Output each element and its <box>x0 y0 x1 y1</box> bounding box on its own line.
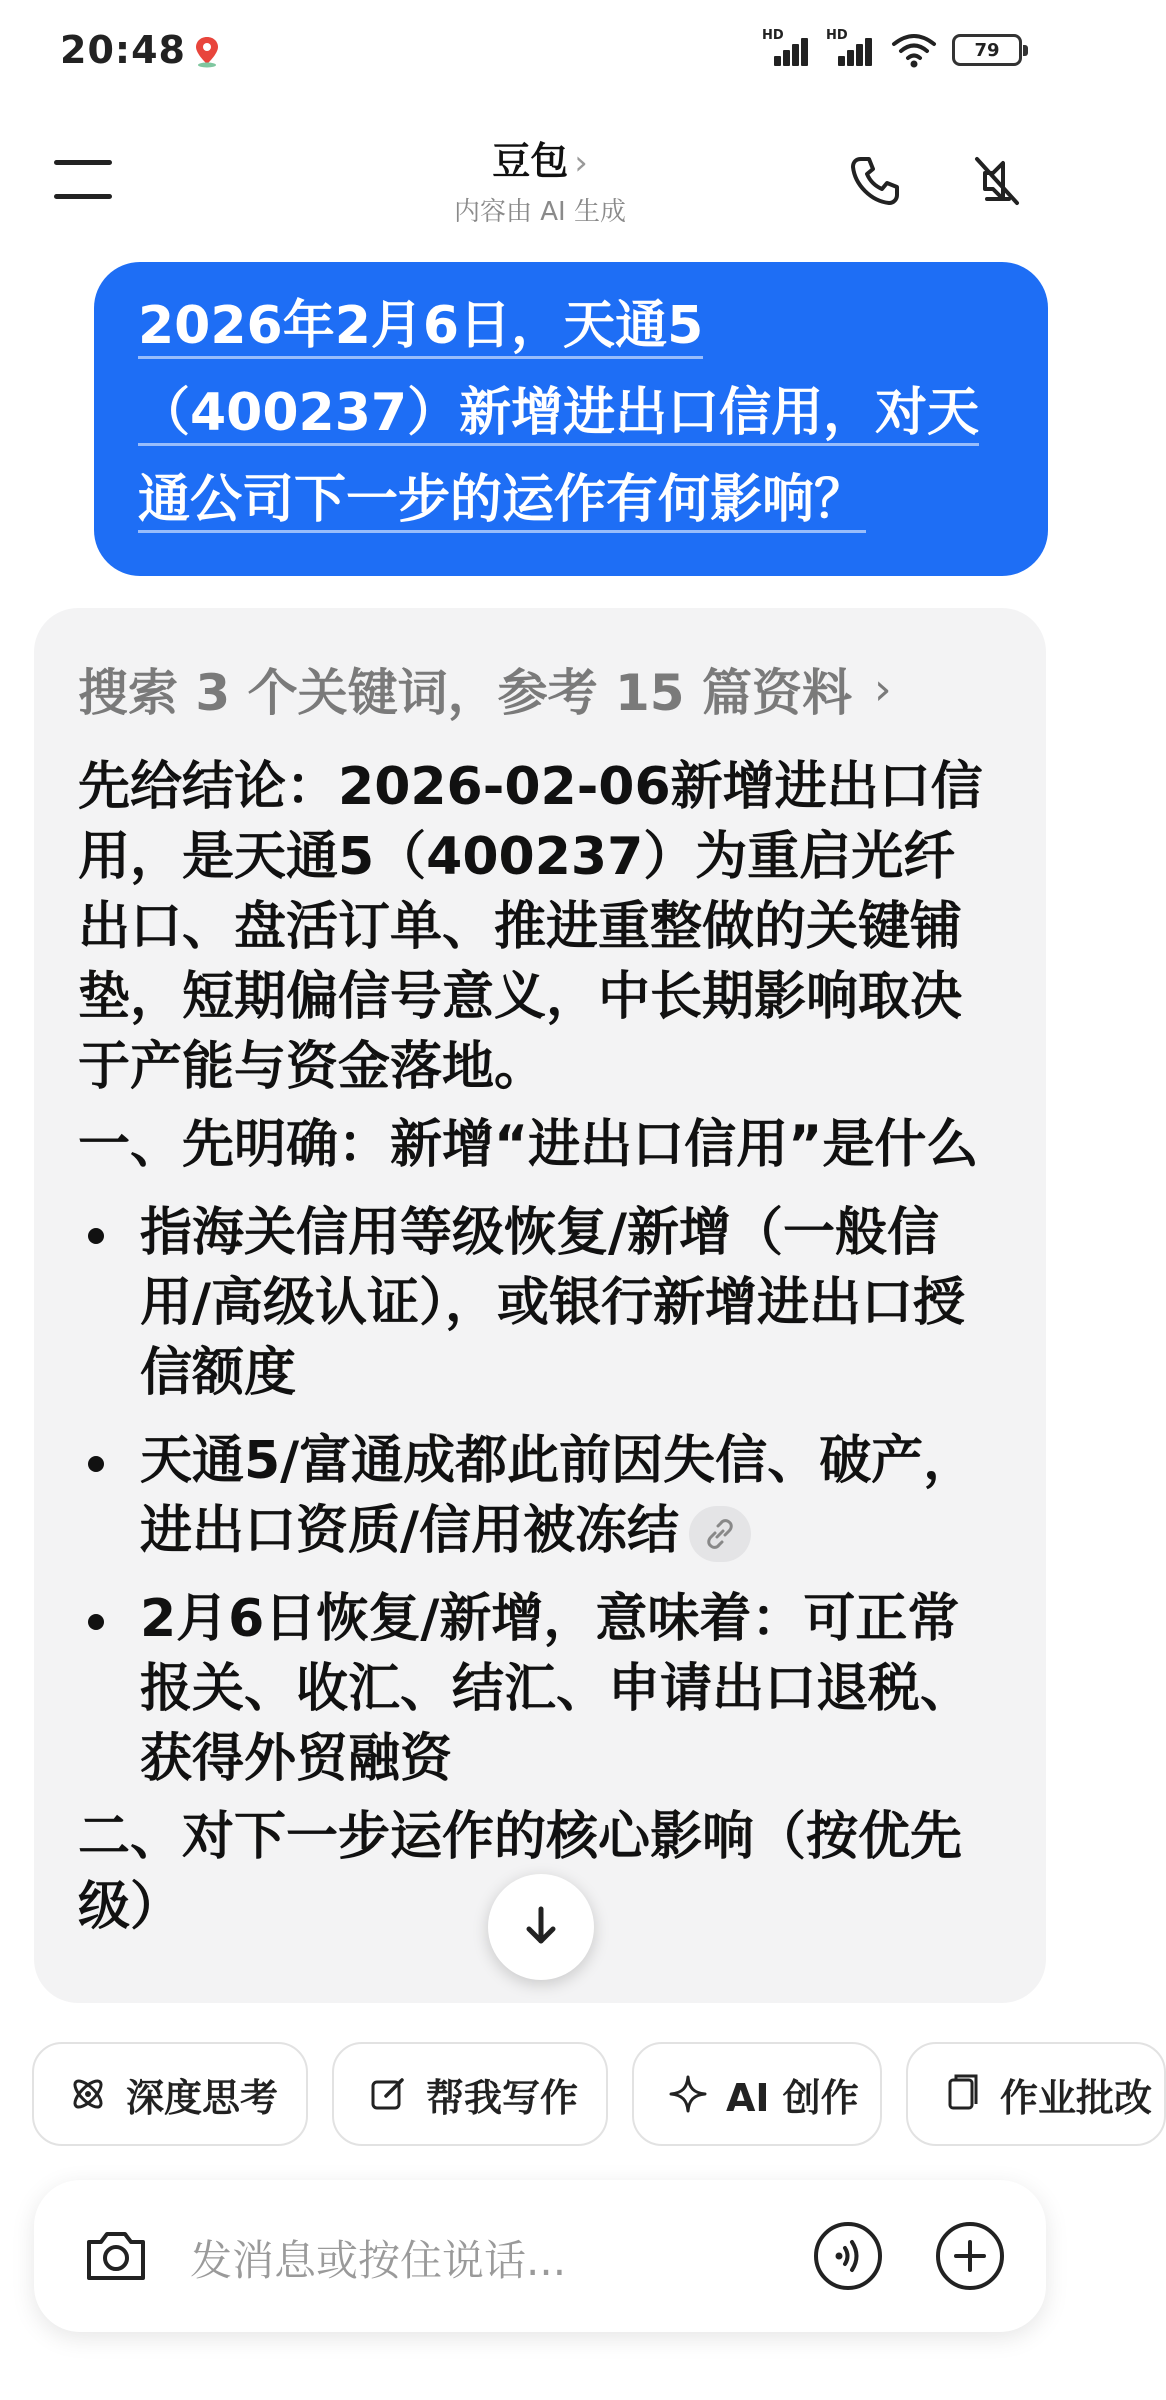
menu-icon[interactable] <box>54 160 112 200</box>
map-pin-icon <box>190 34 224 68</box>
writing-assist-button[interactable] <box>332 2042 608 2146</box>
voice-call-button[interactable] <box>808 2216 888 2296</box>
conclusion-lead: 先给结论： <box>78 757 339 817</box>
add-button[interactable] <box>930 2216 1010 2296</box>
battery-icon: 79 <box>952 34 1022 66</box>
ai-generated-note: 内容由 AI 生成 <box>454 197 626 227</box>
bullet-text: 天通5/富通成都此前因失信、破产，进出口资质/信用被冻结 <box>140 1431 976 1561</box>
chat-header <box>0 100 1080 250</box>
message-input[interactable]: 发消息或按住说话... <box>190 2236 567 2285</box>
deep-think-button[interactable] <box>32 2042 308 2146</box>
speaker-muted-icon <box>969 153 1025 209</box>
edit-icon <box>368 2074 408 2114</box>
ai-response-card <box>34 608 1046 2003</box>
chevron-right-icon: › <box>574 143 588 183</box>
homework-button[interactable] <box>906 2042 1166 2146</box>
bot-name: 豆包 <box>492 139 569 183</box>
bullet-item <box>78 1584 1002 1794</box>
phone-icon <box>847 153 903 209</box>
mute-button[interactable] <box>962 146 1032 216</box>
conclusion-text: 2026-02-06新增进出口信用，是天通5（400237）为重启光纤出口、盘活订单、推进重整做的关键铺垫，短期偏信号意义，中长期影响取决于产能与资金落地。 <box>78 757 983 1097</box>
status-time: 20:48 <box>60 28 186 72</box>
plus-circle-icon <box>934 2220 1006 2292</box>
phone-call-button[interactable] <box>840 146 910 216</box>
bullet-text: 2月6日恢复/新增，意味着：可正常报关、收汇、结汇、申请出口退税、获得外贸融资 <box>140 1589 973 1789</box>
atom-icon <box>68 2074 108 2114</box>
user-message-bubble[interactable] <box>94 262 1048 576</box>
chip-label: 帮我写作 <box>426 2075 579 2120</box>
section-heading: 一、先明确：新增“进出口信用”是什么 <box>78 1115 979 1175</box>
status-icons <box>762 28 1022 72</box>
search-references-link[interactable] <box>78 646 1002 732</box>
voice-wave-icon <box>812 2220 884 2292</box>
scroll-to-bottom-button[interactable] <box>488 1874 594 1980</box>
sparkle-icon <box>668 2074 708 2114</box>
arrow-down-icon <box>517 1903 565 1951</box>
ai-create-button[interactable] <box>632 2042 882 2146</box>
user-message-line: 通公司下一步的运作有何影响？ <box>138 470 866 533</box>
chip-label: 作业批改 <box>1000 2075 1153 2120</box>
bullet-text: 指海关信用等级恢复/新增（一般信用/高级认证），或银行新增进出口授信额度 <box>140 1203 965 1403</box>
conclusion-paragraph <box>78 752 1002 1102</box>
homework-icon <box>942 2074 982 2114</box>
user-message-line: 2026年2月6日，天通5 <box>138 296 703 359</box>
status-bar <box>0 0 1080 100</box>
chat-title[interactable] <box>340 130 740 228</box>
camera-icon <box>83 2226 149 2286</box>
user-message-line: （400237）新增进出口信用，对天 <box>138 383 979 446</box>
chevron-right-icon: › <box>874 663 892 715</box>
camera-button[interactable] <box>76 2216 156 2296</box>
source-link-button[interactable] <box>689 1506 751 1562</box>
bullet-item <box>78 1426 1002 1566</box>
search-references-text: 搜索 3 个关键词，参考 15 篇资料 <box>78 664 852 722</box>
bullet-item <box>78 1198 1002 1408</box>
wifi-icon <box>890 30 938 70</box>
chip-label: 深度思考 <box>126 2075 279 2120</box>
signal-icon: HD <box>762 30 812 70</box>
chip-label: AI 创作 <box>726 2075 859 2120</box>
link-icon <box>703 1517 737 1551</box>
quick-actions-row <box>32 2042 1153 2146</box>
message-input-bar <box>34 2180 1046 2332</box>
section-heading: 二、对下一步运作的核心影响（按优先级） <box>78 1807 963 1937</box>
signal-icon-2: HD <box>826 30 876 70</box>
